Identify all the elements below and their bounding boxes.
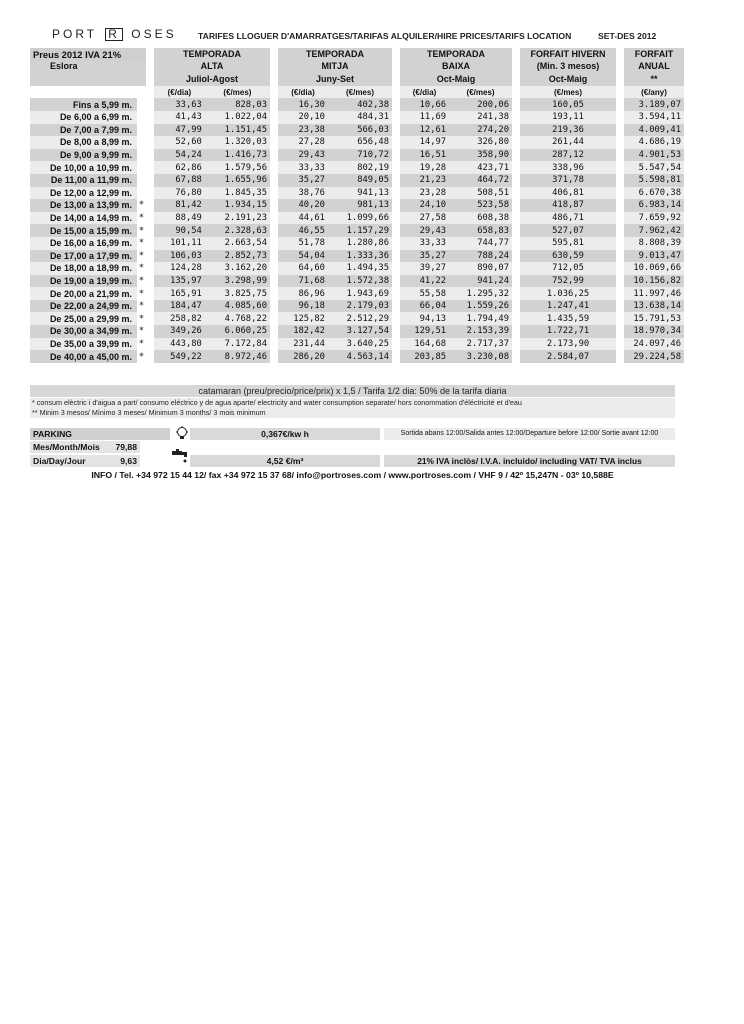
cell-mitja-dia: 46,55: [278, 224, 328, 237]
cell-baixa-dia: 39,27: [400, 262, 449, 275]
row-size: De 40,00 a 45,00 m.: [30, 350, 137, 363]
cell-mitja-dia: 40,20: [278, 199, 328, 212]
cell-baixa-mes: 1.295,32: [449, 287, 512, 300]
cell-anual: 11.997,46: [624, 287, 684, 300]
cell-hivern: 406,81: [520, 187, 616, 200]
row-star: *: [138, 301, 145, 312]
cell-alta-mes: 1.934,15: [205, 199, 270, 212]
row-star: [137, 187, 146, 200]
cell-baixa-mes: 274,20: [449, 124, 512, 137]
water-tariff: 4,52 €/m³: [190, 455, 380, 467]
cell-hivern: 193,11: [520, 111, 616, 124]
row-size: De 35,00 a 39,99 m.: [30, 338, 137, 351]
cell-anual: 10.069,66: [624, 262, 684, 275]
row-size: De 17,00 a 17,99 m.: [30, 250, 137, 263]
row-star: *: [138, 313, 145, 324]
cell-baixa-mes: 508,51: [449, 187, 512, 200]
cell-mitja-mes: 656,48: [328, 136, 392, 149]
cell-hivern: 1.036,25: [520, 287, 616, 300]
cell-anual: 5.547,54: [624, 161, 684, 174]
row-star: [137, 174, 146, 187]
header-eslora: Eslora: [30, 61, 146, 74]
cell-mitja-dia: 86,96: [278, 287, 328, 300]
row-star: *: [138, 213, 145, 224]
table-row: [30, 212, 684, 225]
cell-mitja-dia: 51,78: [278, 237, 328, 250]
cell-mitja-dia: 231,44: [278, 338, 328, 351]
cell-alta-dia: 76,80: [154, 187, 205, 200]
row-size: Fins a 5,99 m.: [30, 98, 137, 111]
cell-anual: 24.097,46: [624, 338, 684, 351]
cell-anual: 10.156,82: [624, 275, 684, 288]
cell-hivern: 418,87: [520, 199, 616, 212]
table-row: [30, 187, 684, 200]
cell-baixa-mes: 608,38: [449, 212, 512, 225]
cell-baixa-mes: 523,58: [449, 199, 512, 212]
header-baixa-months: Oct-Maig: [400, 73, 512, 86]
header-baixa-sub: BAIXA: [400, 61, 512, 74]
cell-mitja-dia: 33,33: [278, 161, 328, 174]
table-row: [30, 111, 684, 124]
table-row: [30, 199, 684, 212]
minimum-note: ** Minim 3 mesos/ Mínimo 3 meses/ Minimum 3 months/ 3 mois minimum: [30, 408, 675, 418]
cell-hivern: 2.584,07: [520, 350, 616, 363]
parking-month-value: 79,88: [110, 441, 140, 453]
cell-baixa-mes: 241,38: [449, 111, 512, 124]
cell-mitja-mes: 1.494,35: [328, 262, 392, 275]
cell-mitja-mes: 2.512,29: [328, 312, 392, 325]
parking-month-label: Mes/Month/Mois: [30, 441, 140, 453]
cell-hivern: 2.173,90: [520, 338, 616, 351]
row-size: De 18,00 a 18,99 m.: [30, 262, 137, 275]
header-mitja: TEMPORADA: [278, 48, 392, 61]
cell-baixa-mes: 2.153,39: [449, 325, 512, 338]
cell-mitja-dia: 54,04: [278, 250, 328, 263]
cell-mitja-mes: 4.563,14: [328, 350, 392, 363]
row-size: De 20,00 a 21,99 m.: [30, 287, 137, 300]
cell-mitja-dia: 286,20: [278, 350, 328, 363]
header-mitja-months: Juny-Set: [278, 73, 392, 86]
cell-mitja-dia: 20,10: [278, 111, 328, 124]
cell-hivern: 338,96: [520, 161, 616, 174]
cell-mitja-dia: 44,61: [278, 212, 328, 225]
header-alta-sub: ALTA: [154, 61, 270, 74]
cell-alta-dia: 41,43: [154, 111, 205, 124]
cell-alta-mes: 2.852,73: [205, 250, 270, 263]
cell-baixa-dia: 24,10: [400, 199, 449, 212]
header-hivern-sub: (Min. 3 mesos): [520, 61, 616, 74]
cell-baixa-dia: 35,27: [400, 250, 449, 263]
period-label: SET-DES 2012: [598, 31, 657, 41]
cell-mitja-mes: 2.179,03: [328, 300, 392, 313]
header-hivern: FORFAIT HIVERN: [520, 48, 616, 61]
cell-baixa-mes: 1.794,49: [449, 312, 512, 325]
cell-baixa-dia: 55,58: [400, 287, 449, 300]
cell-mitja-mes: 849,05: [328, 174, 392, 187]
header-baixa: TEMPORADA: [400, 48, 512, 61]
unit-hivern: (€/mes): [520, 86, 616, 99]
cell-mitja-mes: 3.127,54: [328, 325, 392, 338]
row-size: De 15,00 a 15,99 m.: [30, 224, 137, 237]
header-hivern-months: Oct-Maig: [520, 73, 616, 86]
cell-baixa-dia: 19,28: [400, 161, 449, 174]
cell-alta-mes: 8.972,46: [205, 350, 270, 363]
cell-hivern: 160,05: [520, 98, 616, 111]
row-star: [137, 124, 146, 137]
cell-alta-mes: 2.663,54: [205, 237, 270, 250]
row-size: De 25,00 a 29,99 m.: [30, 312, 137, 325]
cell-anual: 4.009,41: [624, 124, 684, 137]
table-row: [30, 250, 684, 263]
catamaran-note: catamaran (preu/precio/price/prix) x 1,5 / Tarifa 1/2 dia: 50% de la tarifa diaria: [30, 385, 675, 397]
cell-anual: 7.659,92: [624, 212, 684, 225]
table-row: [30, 149, 684, 162]
table-row: [30, 275, 684, 288]
cell-hivern: 712,05: [520, 262, 616, 275]
cell-alta-dia: 106,03: [154, 250, 205, 263]
cell-hivern: 630,59: [520, 250, 616, 263]
cell-alta-dia: 258,82: [154, 312, 205, 325]
header-mitja-sub: MITJA: [278, 61, 392, 74]
unit-alta-mes: (€/mes): [205, 86, 270, 99]
cell-alta-dia: 47,99: [154, 124, 205, 137]
row-star: [137, 98, 146, 111]
cell-baixa-dia: 94,13: [400, 312, 449, 325]
table-row: [30, 325, 684, 338]
cell-alta-mes: 1.845,35: [205, 187, 270, 200]
cell-baixa-dia: 16,51: [400, 149, 449, 162]
cell-mitja-dia: 27,28: [278, 136, 328, 149]
cell-alta-dia: 124,28: [154, 262, 205, 275]
cell-mitja-mes: 1.157,29: [328, 224, 392, 237]
cell-baixa-dia: 23,28: [400, 187, 449, 200]
unit-baixa-dia: (€/dia): [400, 86, 449, 99]
cell-alta-dia: 101,11: [154, 237, 205, 250]
cell-hivern: 595,81: [520, 237, 616, 250]
cell-baixa-mes: 2.717,37: [449, 338, 512, 351]
cell-alta-dia: 62,86: [154, 161, 205, 174]
row-star: [137, 111, 146, 124]
cell-alta-mes: 1.151,45: [205, 124, 270, 137]
cell-alta-mes: 3.825,75: [205, 287, 270, 300]
cell-alta-dia: 349,26: [154, 325, 205, 338]
cell-mitja-dia: 29,43: [278, 149, 328, 162]
header-alta-months: Juliol-Agost: [154, 73, 270, 86]
header-anual-sub: ANUAL: [624, 61, 684, 74]
cell-baixa-mes: 890,07: [449, 262, 512, 275]
cell-alta-dia: 184,47: [154, 300, 205, 313]
cell-alta-dia: 67,88: [154, 174, 205, 187]
page-title: TARIFES LLOGUER D'AMARRATGES/TARIFAS ALQUILER/HIRE PRICES/TARIFS LOCATION: [198, 31, 572, 41]
cell-anual: 18.970,34: [624, 325, 684, 338]
cell-hivern: 486,71: [520, 212, 616, 225]
cell-baixa-dia: 41,22: [400, 275, 449, 288]
cell-alta-mes: 3.162,20: [205, 262, 270, 275]
port-roses-logo: PORT R OSES: [52, 27, 177, 41]
row-size: De 19,00 a 19,99 m.: [30, 275, 137, 288]
cell-mitja-dia: 23,38: [278, 124, 328, 137]
cell-baixa-mes: 3.230,08: [449, 350, 512, 363]
cell-alta-mes: 828,03: [205, 98, 270, 111]
unit-mitja-dia: (€/dia): [278, 86, 328, 99]
cell-mitja-dia: 38,76: [278, 187, 328, 200]
cell-alta-dia: 88,49: [154, 212, 205, 225]
cell-alta-dia: 52,60: [154, 136, 205, 149]
cell-baixa-dia: 29,43: [400, 224, 449, 237]
cell-hivern: 261,44: [520, 136, 616, 149]
cell-mitja-mes: 1.572,38: [328, 275, 392, 288]
cell-mitja-mes: 1.333,36: [328, 250, 392, 263]
table-row: [30, 312, 684, 325]
water-tap-icon: [170, 449, 190, 470]
cell-alta-mes: 7.172,84: [205, 338, 270, 351]
cell-mitja-dia: 125,82: [278, 312, 328, 325]
cell-anual: 15.791,53: [624, 312, 684, 325]
cell-baixa-mes: 788,24: [449, 250, 512, 263]
cell-anual: 29.224,58: [624, 350, 684, 363]
cell-baixa-dia: 14,97: [400, 136, 449, 149]
cell-alta-mes: 2.328,63: [205, 224, 270, 237]
cell-alta-mes: 1.655,96: [205, 174, 270, 187]
cell-alta-dia: 90,54: [154, 224, 205, 237]
table-row: [30, 262, 684, 275]
cell-baixa-mes: 464,72: [449, 174, 512, 187]
cell-anual: 8.808,39: [624, 237, 684, 250]
row-star: [137, 149, 146, 162]
row-size: De 14,00 a 14,99 m.: [30, 212, 137, 225]
cell-hivern: 1.435,59: [520, 312, 616, 325]
cell-baixa-dia: 11,69: [400, 111, 449, 124]
cell-alta-dia: 54,24: [154, 149, 205, 162]
cell-baixa-mes: 200,06: [449, 98, 512, 111]
row-star: *: [138, 275, 145, 286]
cell-alta-mes: 6.060,25: [205, 325, 270, 338]
table-row: [30, 350, 684, 363]
cell-mitja-dia: 71,68: [278, 275, 328, 288]
cell-anual: 3.594,11: [624, 111, 684, 124]
unit-alta-dia: (€/dia): [154, 86, 205, 99]
cell-mitja-mes: 402,38: [328, 98, 392, 111]
row-size: De 7,00 a 7,99 m.: [30, 124, 137, 137]
cell-alta-mes: 1.579,56: [205, 161, 270, 174]
cell-baixa-mes: 423,71: [449, 161, 512, 174]
cell-anual: 6.670,38: [624, 187, 684, 200]
cell-mitja-mes: 1.943,69: [328, 287, 392, 300]
cell-anual: 7.962,42: [624, 224, 684, 237]
cell-mitja-mes: 1.099,66: [328, 212, 392, 225]
cell-alta-mes: 1.022,04: [205, 111, 270, 124]
cell-alta-mes: 1.416,73: [205, 149, 270, 162]
row-star: *: [138, 263, 145, 274]
row-star: *: [138, 238, 145, 249]
row-size: De 9,00 a 9,99 m.: [30, 149, 137, 162]
contact-info: INFO / Tel. +34 972 15 44 12/ fax +34 972 15 37 68/ info@portroses.com / www.portroses.com / VHF 9 / 42º 15,247N - 03º 10,588E: [91, 470, 614, 480]
unit-mitja-mes: (€/mes): [328, 86, 392, 99]
cell-alta-mes: 2.191,23: [205, 212, 270, 225]
cell-mitja-dia: 96,18: [278, 300, 328, 313]
cell-alta-dia: 33,63: [154, 98, 205, 111]
cell-anual: 4.686,19: [624, 136, 684, 149]
parking-heading: PARKING: [30, 428, 170, 440]
cell-baixa-mes: 1.559,26: [449, 300, 512, 313]
cell-mitja-mes: 802,19: [328, 161, 392, 174]
row-star: *: [138, 351, 145, 362]
lightbulb-icon: [176, 426, 188, 447]
cell-hivern: 1.722,71: [520, 325, 616, 338]
cell-alta-mes: 1.320,03: [205, 136, 270, 149]
consumption-note: * consum elèctric i d'aigua a part/ consumo eléctrico y de agua aparte/ electricity and water consumption separate/ hors conommation d'éléctricité et d'eau: [30, 398, 675, 408]
row-star: [137, 136, 146, 149]
table-row: [30, 237, 684, 250]
header-alta: TEMPORADA: [154, 48, 270, 61]
header-preus: Preus 2012 IVA 21%: [30, 48, 146, 61]
cell-baixa-dia: 27,58: [400, 212, 449, 225]
cell-baixa-mes: 326,80: [449, 136, 512, 149]
cell-alta-dia: 165,91: [154, 287, 205, 300]
row-size: De 11,00 a 11,99 m.: [30, 174, 137, 187]
cell-baixa-mes: 744,77: [449, 237, 512, 250]
parking-day-value: 9,63: [110, 455, 140, 467]
row-size: De 16,00 a 16,99 m.: [30, 237, 137, 250]
cell-alta-mes: 4.085,60: [205, 300, 270, 313]
row-size: De 6,00 a 6,99 m.: [30, 111, 137, 124]
cell-alta-dia: 549,22: [154, 350, 205, 363]
cell-mitja-dia: 16,30: [278, 98, 328, 111]
cell-anual: 5.598,81: [624, 174, 684, 187]
cell-mitja-mes: 981,13: [328, 199, 392, 212]
cell-baixa-dia: 33,33: [400, 237, 449, 250]
cell-baixa-dia: 10,66: [400, 98, 449, 111]
header-anual: FORFAIT: [624, 48, 684, 61]
cell-mitja-mes: 3.640,25: [328, 338, 392, 351]
cell-alta-dia: 81,42: [154, 199, 205, 212]
cell-mitja-dia: 64,60: [278, 262, 328, 275]
row-size: De 22,00 a 24,99 m.: [30, 300, 137, 313]
row-size: De 8,00 a 8,99 m.: [30, 136, 137, 149]
cell-baixa-dia: 203,85: [400, 350, 449, 363]
cell-baixa-dia: 21,23: [400, 174, 449, 187]
cell-anual: 4.901,53: [624, 149, 684, 162]
departure-note: Sortida abans 12:00/Salida antes 12:00/Departure before 12:00/ Sortie avant 12:00: [384, 428, 675, 440]
unit-baixa-mes: (€/mes): [449, 86, 512, 99]
cell-mitja-mes: 1.280,86: [328, 237, 392, 250]
cell-anual: 6.983,14: [624, 199, 684, 212]
cell-baixa-dia: 12,61: [400, 124, 449, 137]
cell-hivern: 1.247,41: [520, 300, 616, 313]
cell-baixa-dia: 164,68: [400, 338, 449, 351]
row-star: [137, 161, 146, 174]
table-row: [30, 224, 684, 237]
cell-alta-mes: 4.768,22: [205, 312, 270, 325]
cell-hivern: 287,12: [520, 149, 616, 162]
cell-mitja-dia: 182,42: [278, 325, 328, 338]
cell-baixa-dia: 129,51: [400, 325, 449, 338]
cell-alta-dia: 443,80: [154, 338, 205, 351]
table-row: [30, 161, 684, 174]
table-row: [30, 136, 684, 149]
vat-note: 21% IVA inclòs/ I.V.A. incluido/ including VAT/ TVA inclus: [384, 455, 675, 467]
header-anual-note: **: [624, 73, 684, 86]
table-row: [30, 174, 684, 187]
cell-baixa-mes: 941,24: [449, 275, 512, 288]
table-row: [30, 338, 684, 351]
cell-hivern: 219,36: [520, 124, 616, 137]
cell-alta-mes: 3.298,99: [205, 275, 270, 288]
cell-anual: 13.638,14: [624, 300, 684, 313]
row-star: *: [138, 288, 145, 299]
row-star: *: [138, 200, 145, 211]
row-size: De 10,00 a 10,99 m.: [30, 161, 137, 174]
table-row: [30, 300, 684, 313]
row-star: *: [138, 326, 145, 337]
row-size: De 13,00 a 13,99 m.: [30, 199, 137, 212]
price-table: [30, 48, 684, 363]
row-star: *: [138, 225, 145, 236]
cell-mitja-dia: 35,27: [278, 174, 328, 187]
table-row: [30, 287, 684, 300]
cell-hivern: 527,07: [520, 224, 616, 237]
cell-anual: 9.013,47: [624, 250, 684, 263]
cell-hivern: 752,99: [520, 275, 616, 288]
cell-mitja-mes: 941,13: [328, 187, 392, 200]
cell-baixa-mes: 658,83: [449, 224, 512, 237]
row-star: *: [138, 250, 145, 261]
cell-mitja-mes: 484,31: [328, 111, 392, 124]
parking-day-label: Dia/Day/Jour: [30, 455, 140, 467]
cell-baixa-dia: 66,04: [400, 300, 449, 313]
row-star: *: [138, 338, 145, 349]
row-size: De 30,00 a 34,99 m.: [30, 325, 137, 338]
row-size: De 12,00 a 12,99 m.: [30, 187, 137, 200]
table-row: [30, 98, 684, 111]
cell-alta-dia: 135,97: [154, 275, 205, 288]
cell-anual: 3.189,07: [624, 98, 684, 111]
cell-mitja-mes: 566,03: [328, 124, 392, 137]
cell-mitja-mes: 710,72: [328, 149, 392, 162]
electricity-tariff: 0,367€/kw h: [190, 428, 380, 440]
unit-anual: (€/any): [624, 86, 684, 99]
cell-baixa-mes: 358,90: [449, 149, 512, 162]
cell-hivern: 371,78: [520, 174, 616, 187]
table-row: [30, 124, 684, 137]
